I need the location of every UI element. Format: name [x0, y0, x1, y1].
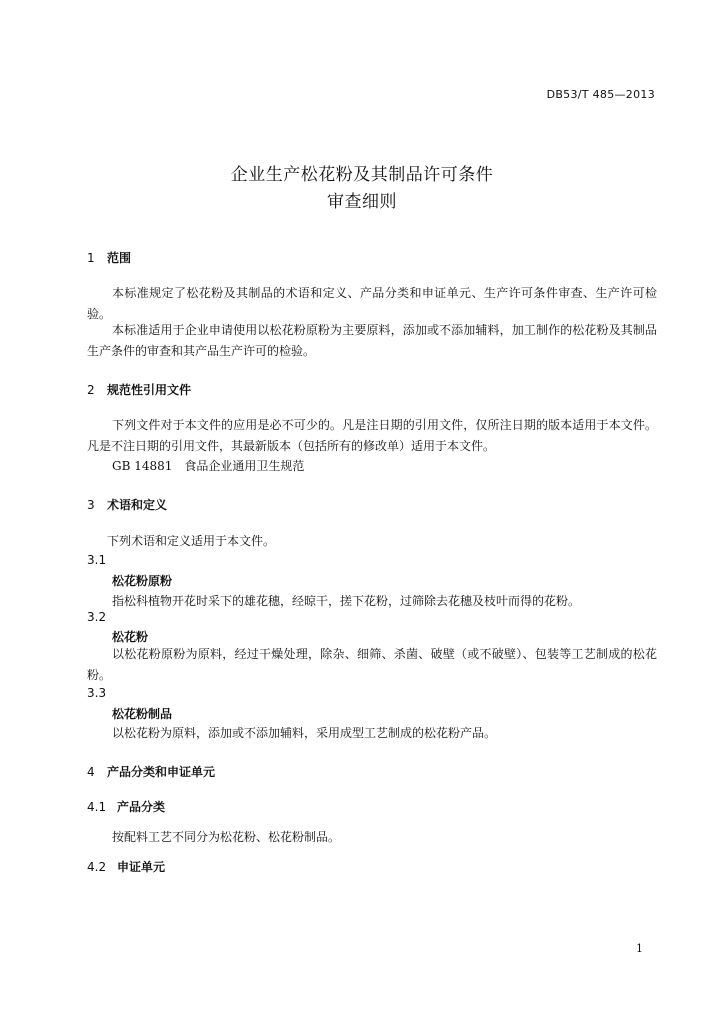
subsection-heading-4-1 — [87, 798, 165, 815]
section-title: 术语和定义 — [107, 498, 168, 512]
section-heading-1 — [87, 249, 131, 266]
document-code: DB53/T 485—2013 — [546, 88, 655, 101]
term-number: 3.3 — [87, 686, 107, 700]
section-number: 3 — [87, 498, 95, 512]
subsection-heading-4-2 — [87, 858, 165, 875]
section-title: 产品分类和申证单元 — [107, 765, 216, 779]
term-number: 3.1 — [87, 553, 107, 567]
subsection-number: 4.2 — [87, 860, 107, 874]
term-name: 松花粉制品 — [112, 707, 173, 721]
terms-intro: 下列术语和定义适用于本文件。 — [107, 534, 276, 548]
term-name: 松花粉 — [112, 630, 149, 644]
section-title: 规范性引用文件 — [107, 383, 192, 397]
term-definition: 以松花粉原粉为原料，经过干燥处理，除杂、细筛、杀菌、破壁（或不破壁）、包装等工艺制成的松花粉。 — [87, 647, 657, 682]
normative-reference: GB 14881 食品企业通用卫生规范 — [112, 459, 305, 473]
paragraph: 下列文件对于本文件的应用是必不可少的。凡是注日期的引用文件，仅所注日期的版本适用于本文件。凡是不注日期的引用文件，其最新版本（包括所有的修改单）适用于本文件。 — [87, 418, 657, 453]
section-heading-3 — [87, 496, 167, 513]
paragraph: 按配料工艺不同分为松花粉、松花粉制品。 — [112, 830, 341, 844]
subsection-title: 申证单元 — [117, 860, 166, 874]
term-definition: 指松科植物开花时采下的雄花穗，经晾干，搓下花粉，过筛除去花穗及枝叶而得的花粉。 — [112, 594, 581, 608]
document-subtitle: 审查细则 — [327, 192, 397, 212]
subsection-number: 4.1 — [87, 800, 107, 814]
section-heading-2 — [87, 381, 191, 398]
term-name: 松花粉原粉 — [112, 574, 173, 588]
subsection-title: 产品分类 — [117, 800, 166, 814]
section-number: 1 — [87, 251, 95, 265]
paragraph: 本标准适用于企业申请使用以松花粉原粉为主要原料，添加或不添加辅料，加工制作的松花粉及其制品生产条件的审查和其产品生产许可的检验。 — [87, 323, 657, 358]
document-title: 企业生产松花粉及其制品许可条件 — [230, 165, 494, 185]
term-definition: 以松花粉为原料，添加或不添加辅料，采用成型工艺制成的松花粉产品。 — [112, 726, 497, 740]
section-title: 范围 — [107, 251, 132, 265]
section-heading-4 — [87, 763, 215, 780]
section-number: 2 — [87, 383, 95, 397]
term-number: 3.2 — [87, 610, 107, 624]
section-number: 4 — [87, 765, 95, 779]
page-number: 1 — [636, 942, 643, 955]
paragraph: 本标准规定了松花粉及其制品的术语和定义、产品分类和申证单元、生产许可条件审查、生产许可检验。 — [87, 286, 657, 321]
